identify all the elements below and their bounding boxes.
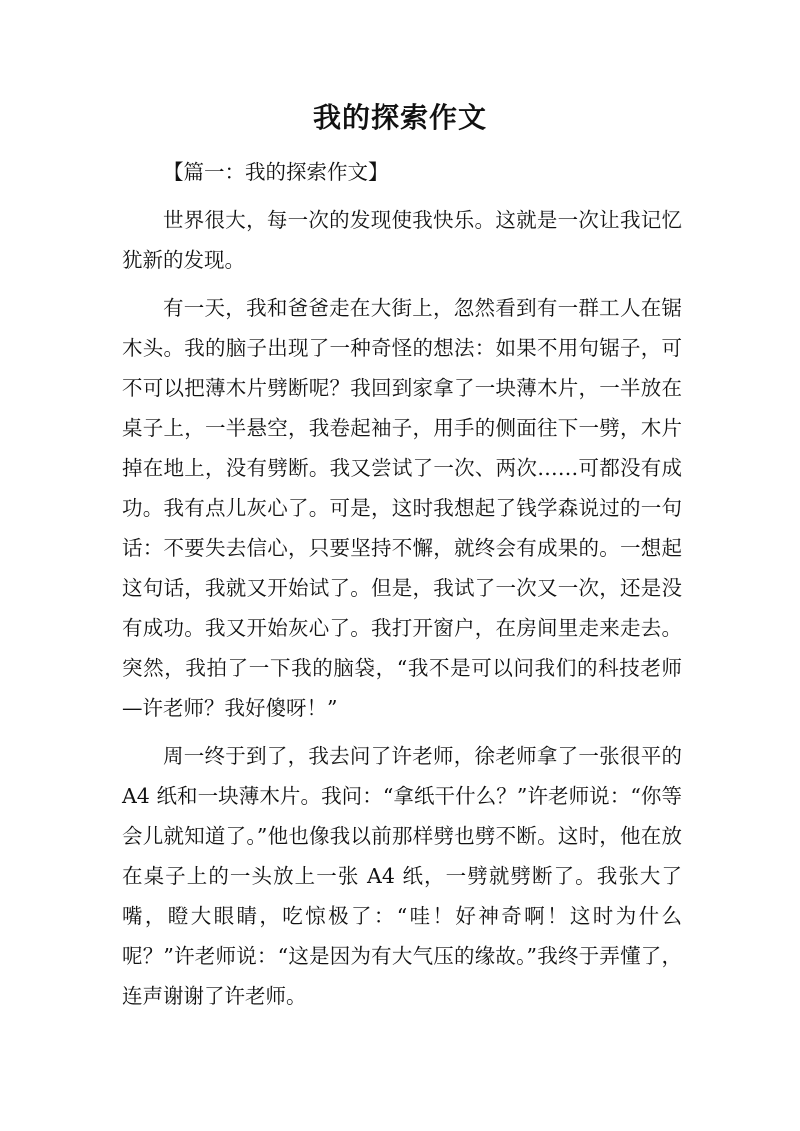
paragraph-1: 世界很大，每一次的发现使我快乐。这就是一次让我记忆犹新的发现。 xyxy=(122,208,682,272)
paragraph-2: 有一天，我和爸爸走在大街上，忽然看到有一群工人在锯木头。我的脑子出现了一种奇怪的想法：如果不用句锯子，可不可以把薄木片劈断呢？我回到家拿了一块薄木片，一半放在桌子上，一半悬空，我卷起袖子，用手的侧面往下一劈，木片掉在地上，没有劈断。我又尝试了一次、两次……可都没有成功。我有点儿灰心了。可是，这时我想起了钱学森说过的一句话：不要失去信心，只要坚持不懈，就终会有成果的。一想起这句话，我就又开始试了。但是，我试了一次又一次，还是没有成功。我又开始灰心了。我打开窗户，在房间里走来走去。突然，我拍了一下我的脑袋，“我不是可以问我们的科技老师—许老师？我好傻呀！” xyxy=(122,296,682,720)
section-heading: 【篇一：我的探索作文】 xyxy=(163,160,389,184)
document-body xyxy=(122,152,682,1016)
paragraph-3: 周一终于到了，我去问了许老师，徐老师拿了一张很平的 A4 纸和一块薄木片。我问：“拿纸干什么？”许老师说：“你等会儿就知道了。”他也像我以前那样劈也劈不断。这时，他在放在桌子上的一头放上一张 A4 纸，一劈就劈断了。我张大了嘴，瞪大眼睛，吃惊极了：“哇！好神奇啊！这时为什么呢？”许老师说：“这是因为有大气压的缘故。”我终于弄懂了，连声谢谢了许老师。 xyxy=(122,744,682,1008)
document-title: 我的探索作文 xyxy=(312,101,487,134)
